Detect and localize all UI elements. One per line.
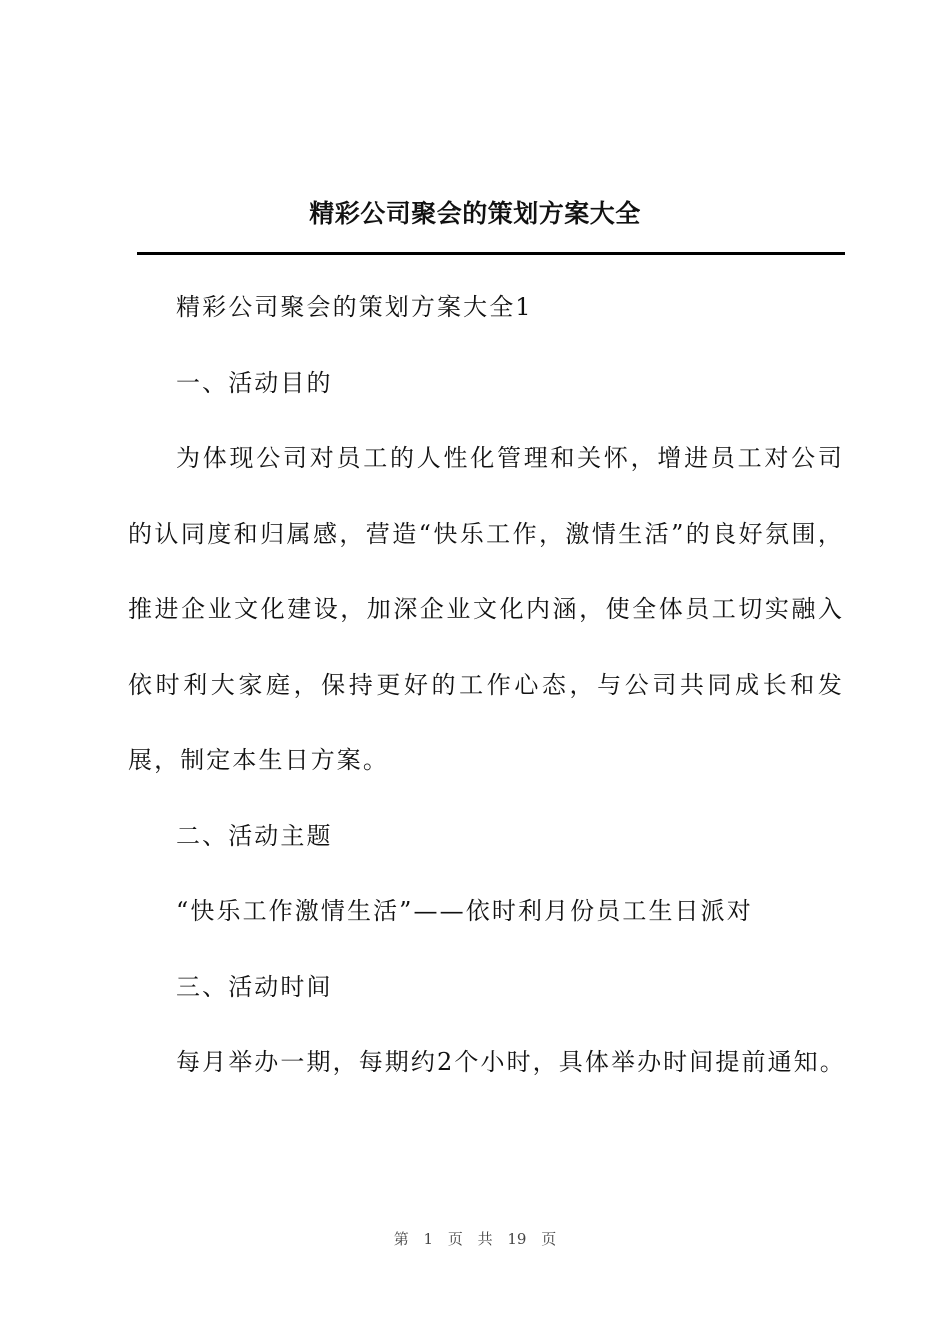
body-paragraph: 每月举办一期，每期约2个小时，具体举办时间提前通知。	[176, 1048, 846, 1076]
subsection-heading: 三、活动时间	[176, 972, 333, 1001]
section-heading: 精彩公司聚会的策划方案大全1	[176, 293, 533, 321]
subsection-heading: 二、活动主题	[176, 821, 333, 850]
body-paragraph: “快乐工作激情生活”——依时利月份员工生日派对	[176, 897, 753, 925]
subsection-heading: 一、活动目的	[176, 368, 333, 397]
page-footer: 第 1 页 共 19 页	[393, 1230, 557, 1248]
document-title: 精彩公司聚会的策划方案大全	[309, 199, 641, 228]
document-body	[128, 270, 844, 1101]
body-paragraph: 为体现公司对员工的人性化管理和关怀，增进员工对公司的认同度和归属感，营造“快乐工作，激情生活”的良好氛围，推进企业文化建设，加深企业文化内涵，使全体员工切实融入依时利大家庭，保持更好的工作心态，与公司共同成长和发展，制定本生日方案。	[128, 444, 844, 774]
title-underline	[137, 252, 845, 255]
